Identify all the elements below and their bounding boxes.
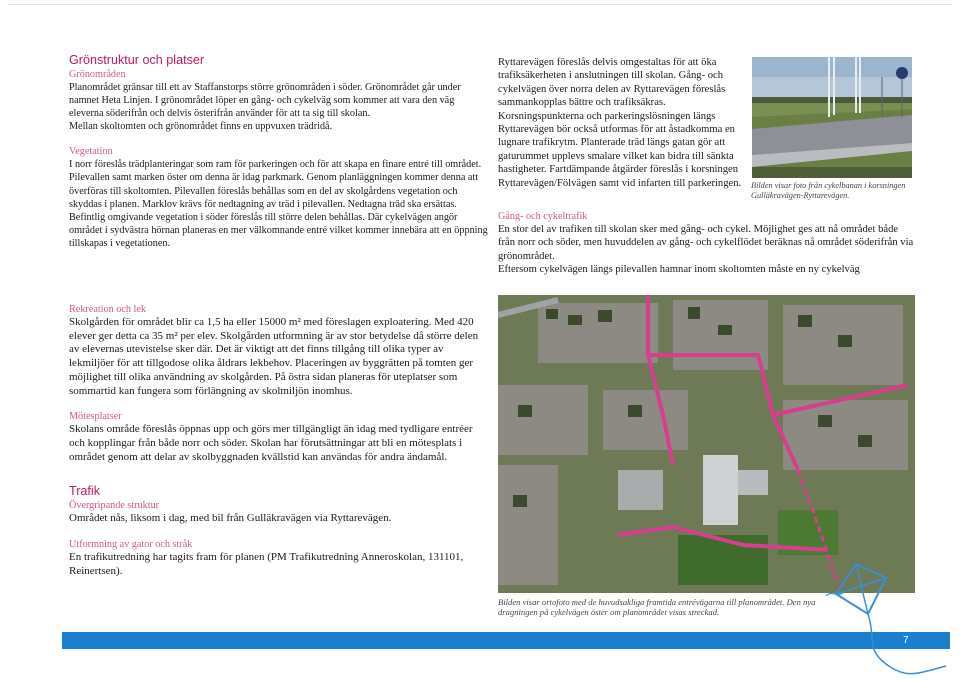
subheading-gronomraden: Grönområden — [69, 69, 126, 80]
left-column-top — [69, 53, 489, 250]
paragraph-ryttarevagen: Ryttarevägen föreslås delvis omgestaltas för att öka trafiksäkerheten i anslutningen till skolan. Gång- och cykelvägen över norra delen av Ryttarevägen föreslås sammankopplas bättre och trafiksäkras. Korsningspunkterna och parkeringslösningen längs Ryttarevägen bör också utformas för att åstadkomma en lugnare trafikrytm. Planterade träd längs gatan gör att gaturummet upplevs smalare vilket kan bidra till sänkta hastigheter. Fartdämpande åtgärder föreslås i korsningen Ryttarevägen/Fölvägen samt vid infarten till parkeringen. — [498, 57, 742, 189]
aerial-orthophoto — [498, 295, 915, 593]
top-rule — [8, 4, 952, 5]
subheading-vegetation: Vegetation — [69, 146, 113, 158]
paragraph-gang-cykel-1: En stor del av trafiken till skolan sker med gång- och cykel. Möjlighet ges att nå området både från norr och söder, men huvuddelen av gång- och cykelflödet beräknas nå området söderifrån via grönområdet. — [498, 224, 914, 262]
paragraph-vegetation-3: Befintlig omgivande vegetation i söder föreslås till större delen behållas. Där cykelvägen angör området i sydvästra hörnan planeras en mer välkomnande entré vilket kommer innebära att en öppning tillskapas i vegetationen. — [69, 211, 488, 249]
heading-trafik: Trafik — [69, 484, 101, 499]
paragraph-utformning: En trafikutredning har tagits fram för planen (PM Trafikutredning Anneroskolan, 131101, Reinertsen). — [69, 551, 464, 577]
subheading-gang-cykel: Gång- och cykeltrafik — [498, 211, 588, 222]
page-number: 7 — [903, 635, 909, 646]
paragraph-overgripande: Området nås, liksom i dag, med bil från Gulläkravägen via Ryttarevägen. — [69, 512, 392, 525]
subheading-motesplatser: Mötesplatser — [69, 411, 122, 423]
paragraph-vegetation-1: I norr föreslås trädplanteringar som ram för parkeringen och för att skapa en finare entré till området. — [69, 159, 482, 171]
right-column-top — [498, 56, 748, 190]
right-column-middle — [498, 210, 916, 277]
subheading-rekreation: Rekreation och lek — [69, 304, 146, 315]
paragraph-rekreation: Skolgården för området blir ca 1,5 ha eller 15000 m² med föreslagen exploatering. Med 420 elever ger detta ca 35 m² per elev. Skolgården utformning är av stor betydelse då större delen av elevernas utevistelse sker där. Det är viktigt att det finns tillgång till olika typer av lekmiljöer för att tillgodose olika åldrars lekbehov. Placeringen av byggrätten på tomten ger möjlighet till olika användning av skolgården. På östra sidan planeras för uteplatser som sommartid kan fungera som förlängning av skolmiljön inomhus. — [69, 316, 479, 397]
kite-illustration — [826, 554, 960, 681]
paragraph-motesplatser: Skolans område föreslås öppnas upp och görs mer tillgängligt än idag med tydligare entréer och kopplingar från både norr och söder. Skolan har förutsättningar att bli en mötesplats i området genom att delar av skolbyggnaden kvällstid kan användas för andra ändamål. — [69, 423, 473, 463]
aerial-caption: Bilden visar ortofoto med de huvudsakliga framtida entrévägarna till planområdet. Den nya dragningen på cykelvägen öster om planområdet visas streckad. — [498, 597, 816, 618]
paragraph-gronomraden-1: Planområdet gränsar till ett av Staffanstorps större grönområden i söder. Grönområdet går under namnet Heta Linjen. I grönområdet löper en gång- och cykelväg som kommer att vara den väg eleverna söderifrån och delvis österifrån använder för att ta sig till skolan. — [69, 82, 461, 120]
heading-gronstruktur: Grönstruktur och platser — [69, 53, 205, 67]
paragraph-vegetation-2: Pilevallen samt marken öster om denna är idag parkmark. Genom planläggningen kommer denna att överföras till skoltomten. Pilevallen föreslås behållas som en del av skolgårdens vegetation och skyddas i planen. Marklov krävs för nedtagning av träd i pilevallen. Nedtagna träd ska ersättas. — [69, 172, 479, 210]
paragraph-gronomraden-2: Mellan skoltomten och grönområdet finns en uppvuxen trädridå. — [69, 121, 333, 133]
subheading-utformning: Utformning av gator och stråk — [69, 539, 193, 551]
left-column-bottom — [69, 303, 489, 578]
footer-bar — [62, 632, 950, 649]
paragraph-gang-cykel-2: Eftersom cykelvägen längs pilevallen hamnar inom skoltomten måste en ny cykelväg — [498, 264, 860, 276]
photo-caption: Bilden visar foto från cykelbanan i korsningen Gulläkravägen-Ryttarevägen. — [751, 181, 906, 200]
subheading-overgripande: Övergripande struktur — [69, 500, 160, 512]
street-photo — [752, 57, 912, 178]
